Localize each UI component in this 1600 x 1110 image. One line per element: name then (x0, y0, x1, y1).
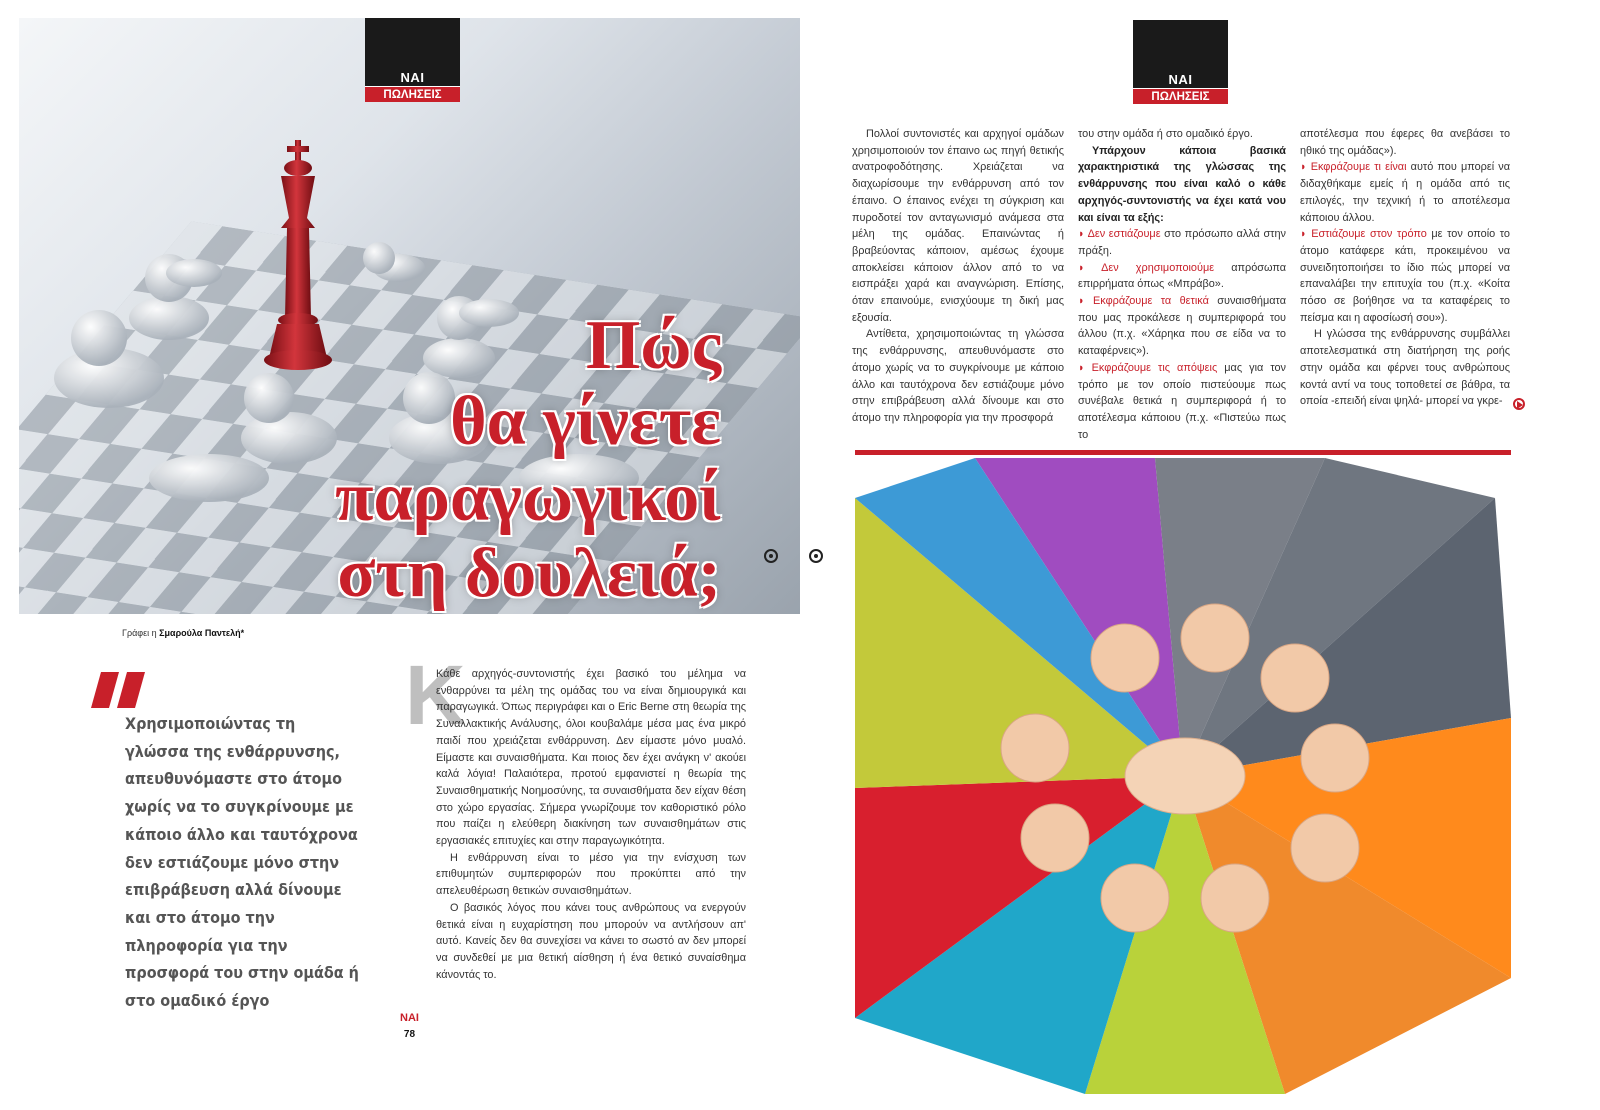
registration-mark-icon (764, 549, 778, 563)
section-tag (1133, 20, 1228, 104)
section-tag-top: ΝΑΙ (1168, 72, 1193, 87)
list-item-highlight: Δεν εστιάζουμε (1087, 228, 1161, 241)
photo-divider (855, 450, 1511, 455)
list-item-highlight: Εκφράζουμε τι είναι (1310, 161, 1407, 174)
page-number: 78 (403, 1029, 416, 1040)
red-king-piece (264, 140, 332, 370)
continue-arrow-icon (1513, 398, 1525, 410)
list-item (1078, 360, 1286, 444)
team-circle-illustration (855, 458, 1511, 1094)
list-item (1078, 293, 1286, 360)
list-intro: Υπάρχουν κάποια βασικά χαρακτηριστικά της γλώσσας της ενθάρρυνσης που είναι καλό ο κάθε αρχηγός-συντονιστής να έχει κατά νου και είναι τα εξής: (1078, 144, 1286, 224)
page-folio (400, 1012, 419, 1042)
column-paragraph: του στην ομάδα ή στο ομαδικό έργο. (1078, 128, 1253, 140)
title-line: θα γίνετε (450, 383, 721, 460)
bullet-icon: ◗ (1078, 295, 1093, 308)
list-item-text: μας για τον τρόπο με τον οποίο πιστεύουμε πως συνέβαλε θετικά η συμπεριφορά ή το αποτέλεσμα κάποιου (π.χ. «Πιστεύω πως το (1078, 361, 1286, 441)
list-item (1300, 159, 1510, 226)
folio-mark: ΝΑΙ (400, 1012, 419, 1024)
column-paragraph: Η γλώσσα της ενθάρρυνσης συμβάλλει αποτελεσματικά στη διατήρηση της ροής στην ομάδα και φέρνει τους ανθρώπους κοντά αντί να τους τοποθετεί σε βάθρα, τα οποία -επειδή είναι ψηλά- μπορεί να γκρε- (1300, 328, 1510, 408)
registration-mark-icon (809, 549, 823, 563)
pull-quote: Χρησιμοποιώντας τη γλώσσα της ενθάρρυνσης, απευθυνόμαστε στο άτομο χωρίς να το συγκρίνουμε με κάποιο άλλο και ταυτόχρονα δεν εστιάζουμε μόνο στην επιβράβευση αλλά δίνουμε και στο άτομο την πληροφορία για την προσφορά του στην ομάδα ή στο ομαδικό έργο (125, 714, 359, 1011)
bullet-icon: ◗ (1078, 361, 1092, 374)
byline-prefix: Γράφει η (122, 628, 160, 638)
text-column-1 (852, 126, 1064, 427)
chess-hero-image (19, 18, 800, 614)
list-item-text: στο πρόσωπο αλλά στην πράξη. (1078, 228, 1286, 257)
column-paragraph: Πολλοί συντονιστές και αρχηγοί ομάδων χρησιμοποιούν τον έπαινο ως πηγή θετικής ανατροφοδότησης. Χρειάζεται να διαχωρίσουμε την ενθάρρυνση από τον έπαινο. Ο έπαινος ενέχει τη σύγκριση και πυροδοτεί τον ανταγωνισμό ανάμεσα στα μέλη της ομάδας. Επαινώντας ή βραβεύοντας κάποιον, αμέσως έχουμε αποκλείσει κάποιον άλλον από το να εισπράξει χαρά και αναγνώριση. Επίσης, όταν επαινούμε, ενισχύουμε τη δική μας εξουσία. (852, 128, 1064, 324)
bullet-icon: ◗ (1300, 161, 1311, 174)
list-item (1078, 226, 1286, 259)
list-item-highlight: Εστιάζουμε στον τρόπο (1311, 228, 1427, 241)
bullet-icon: ◗ (1078, 228, 1088, 241)
section-tag-bottom: ΠΩΛΗΣΕΙΣ (1133, 88, 1228, 104)
bullet-icon: ◗ (1078, 261, 1102, 274)
intro-paragraph: Ο βασικός λόγος που κάνει τους ανθρώπους να ενεργούν θετικά είναι η ευχαρίστηση που μπορούν να αντλήσουν απ' αυτό. Κανείς δεν θα συνεχίσει να κάνει το σωστό αν δεν μπορεί να συνδεθεί με μια θετική αίσθηση ή ένα θετικό συναίσθημα κάνοντάς το. (436, 901, 746, 981)
list-item (1078, 260, 1286, 293)
intro-column (436, 666, 746, 983)
quote-mark-icon (91, 672, 147, 708)
list-item-text: συναισθήματα που μας προκάλεσε η συμπεριφορά του άλλου (π.χ. «Χάρηκα που σε είδα να το καταφέρνεις»). (1078, 295, 1286, 358)
byline (122, 628, 244, 638)
column-paragraph: Αντίθετα, χρησιμοποιώντας τη γλώσσα της ενθάρρυνσης, απευθυνόμαστε στο άτομο χωρίς να το συγκρίνουμε με κάποιο άλλο και ταυτόχρονα δεν εστιάζουμε μόνο στην επιβράβευση αλλά δίνουμε και στο άτομο την πληροφορία για την προσφορά (852, 328, 1064, 424)
list-item-highlight: Εκφράζουμε τα θετικά (1093, 295, 1209, 308)
column-paragraph: αποτέλεσμα που έφερες θα ανεβάσει το ηθικό της ομάδας»). (1300, 128, 1510, 157)
title-line: παραγωγικοί (335, 459, 721, 536)
text-column-2 (1078, 126, 1286, 443)
list-item-highlight: Δεν χρησιμοποιούμε (1101, 261, 1215, 274)
intro-paragraph: Η ενθάρρυνση είναι το μέσο για την ενίσχυση των επιθυμητών συμπεριφορών που προκύπτει από την απελευθέρωση θετικών συναισθημάτων. (436, 851, 746, 898)
team-hands-photo (855, 458, 1511, 1094)
intro-paragraph: Κάθε αρχηγός-συντονιστής έχει βασικό του μέλημα να ενθαρρύνει τα μέλη της ομάδας του να είναι δημιουργικά και παραγωγικά. Όπως περιγράφει και ο Eric Berne στη θεωρία της Συναλλακτικής Ανάλυσης, όλοι κουβαλάμε μέσα μας ένα μικρό παιδί που χρειάζεται ενθάρρυνση. Δεν είμαστε μόνο μυαλό. Είμαστε και συναισθήματα. Και ποιος δεν έχει ανάγκη ν' ακούει καλά λόγια! Παλαιότερα, προτού εμφανιστεί η θεωρία της Συναισθηματικής Νοημοσύνης, τα συναισθήματα δεν είχαν θέση στο χώρο εργασίας. Σήμερα γνωρίζουμε τον καθοριστικό ρόλο που παίζει η ελεύθερη διακίνηση των συναισθημάτων στις εργασιακές επιτυχίες και στην παραγωγικότητα. (436, 668, 746, 848)
title-line: στη δουλειά; (337, 535, 721, 612)
list-item-highlight: Εκφράζουμε τις απόψεις (1091, 361, 1218, 374)
bullet-icon: ◗ (1300, 228, 1312, 241)
section-tag-bottom: ΠΩΛΗΣΕΙΣ (365, 86, 460, 102)
title-line: Πώς (585, 307, 721, 384)
section-tag (365, 18, 460, 102)
list-item-text: απρόσωπα επιρρήματα όπως «Μπράβο». (1078, 261, 1286, 291)
text-column-3 (1300, 126, 1510, 410)
article-title (335, 308, 721, 612)
drop-cap: Κ (405, 648, 466, 742)
list-item-text: αυτό που μπορεί να διδαχθήκαμε εμείς ή η ομάδα από τις επιλογές, την τεχνική ή το αποτέλεσμα κάποιου άλλου. (1300, 161, 1510, 224)
byline-author: Σμαρούλα Παντελή* (159, 628, 245, 638)
list-item (1300, 226, 1510, 326)
list-item-text: με τον οποίο το άτομο κατάφερε κάτι, προκειμένου να συνειδητοποιήσει το ίδιο πώς μπορεί να επαναλάβει την επιτυχία του (π.χ. «Κοίτα πόσο σε βοήθησε να τα καταφέρεις το πείσμα και η αφοσίωσή σου»). (1300, 228, 1510, 324)
section-tag-top: ΝΑΙ (400, 70, 425, 85)
